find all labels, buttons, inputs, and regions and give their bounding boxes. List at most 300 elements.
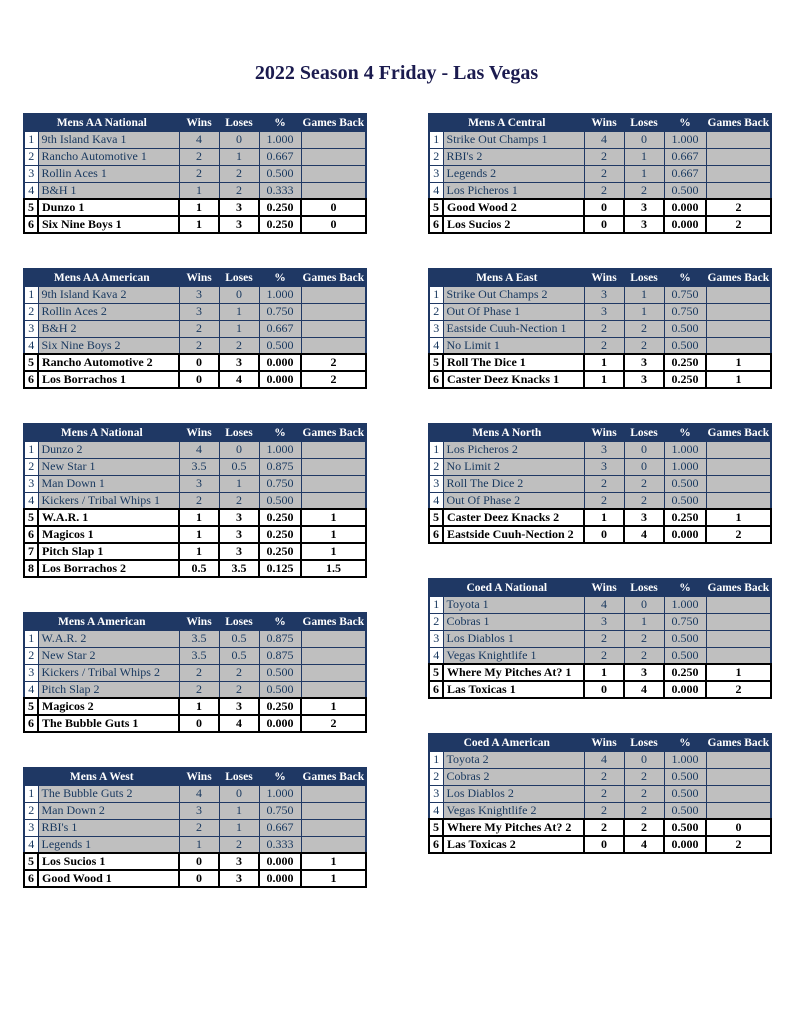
pct-value: 1.000: [664, 751, 706, 768]
games-back-value: 1: [706, 354, 771, 371]
loses-value: 2: [624, 647, 664, 664]
games-back-value: [301, 458, 366, 475]
standings-table-mens-a-national: [23, 423, 367, 578]
wins-value: 2: [584, 320, 624, 337]
table-row: [429, 751, 771, 768]
division-title: Mens A American: [24, 613, 179, 630]
rank-cell: 6: [429, 371, 443, 388]
division-title: Mens AA National: [24, 114, 179, 131]
team-name: New Star 1: [38, 458, 179, 475]
pct-value: 0.000: [664, 836, 706, 853]
team-name: Dunzo 1: [38, 199, 179, 216]
wins-value: 0: [584, 681, 624, 698]
rank-cell: 4: [24, 182, 38, 199]
games-back-value: 1: [301, 853, 366, 870]
pct-value: 0.500: [664, 785, 706, 802]
pct-value: 0.875: [259, 458, 301, 475]
division-title: Mens A North: [429, 424, 584, 441]
loses-header: Loses: [624, 269, 664, 286]
games-back-value: [301, 664, 366, 681]
loses-value: 0: [624, 751, 664, 768]
loses-value: 0: [219, 286, 259, 303]
team-name: Strike Out Champs 2: [443, 286, 584, 303]
loses-header: Loses: [624, 424, 664, 441]
team-name: No Limit 2: [443, 458, 584, 475]
pct-value: 0.667: [259, 148, 301, 165]
table-row: [429, 785, 771, 802]
pct-value: 0.250: [259, 199, 301, 216]
rank-cell: 5: [429, 354, 443, 371]
loses-value: 0: [219, 785, 259, 802]
team-name: Rancho Automotive 1: [38, 148, 179, 165]
table-row: [24, 647, 366, 664]
pct-value: 0.750: [259, 802, 301, 819]
division-title: Mens AA American: [24, 269, 179, 286]
wins-value: 3: [584, 303, 624, 320]
wins-value: 2: [179, 165, 219, 182]
pct-value: 0.750: [664, 303, 706, 320]
rank-cell: 5: [429, 819, 443, 836]
games-back-value: [301, 475, 366, 492]
pct-value: 0.875: [259, 647, 301, 664]
pct-value: 0.250: [259, 216, 301, 233]
team-name: 9th Island Kava 2: [38, 286, 179, 303]
wins-value: 4: [584, 131, 624, 148]
team-name: Good Wood 2: [443, 199, 584, 216]
standings-table-coed-a-national: [428, 578, 772, 699]
loses-value: 0: [624, 131, 664, 148]
wins-header: Wins: [584, 424, 624, 441]
wins-value: 2: [584, 630, 624, 647]
wins-value: 2: [179, 337, 219, 354]
table-row: [24, 560, 366, 577]
rank-cell: 1: [24, 785, 38, 802]
games-back-value: [301, 441, 366, 458]
table-row: [24, 526, 366, 543]
team-name: Cobras 1: [443, 613, 584, 630]
wins-value: 1: [179, 543, 219, 560]
rank-cell: 3: [429, 630, 443, 647]
rank-cell: 6: [24, 371, 38, 388]
games-back-value: 2: [301, 354, 366, 371]
pct-value: 0.500: [259, 681, 301, 698]
games-back-value: [706, 596, 771, 613]
games-back-value: 1: [706, 509, 771, 526]
rank-cell: 6: [24, 216, 38, 233]
pct-value: 0.667: [259, 320, 301, 337]
standings-table-mens-a-american: [23, 612, 367, 733]
rank-cell: 4: [429, 182, 443, 199]
pct-value: 0.250: [664, 509, 706, 526]
games-back-header: Games Back: [301, 424, 366, 441]
table-row: [24, 131, 366, 148]
loses-value: 1: [624, 303, 664, 320]
pct-value: 0.667: [664, 148, 706, 165]
rank-cell: 2: [429, 613, 443, 630]
pct-header: %: [664, 269, 706, 286]
games-back-value: [706, 613, 771, 630]
table-row: [24, 441, 366, 458]
team-name: Six Nine Boys 1: [38, 216, 179, 233]
rank-cell: 5: [429, 199, 443, 216]
games-back-value: [706, 165, 771, 182]
pct-value: 0.000: [664, 681, 706, 698]
pct-value: 0.500: [664, 630, 706, 647]
pct-value: 0.500: [664, 647, 706, 664]
loses-value: 3: [219, 698, 259, 715]
team-name: Rollin Aces 1: [38, 165, 179, 182]
pct-value: 0.125: [259, 560, 301, 577]
loses-value: 3.5: [219, 560, 259, 577]
games-back-value: 1: [301, 543, 366, 560]
loses-value: 1: [624, 148, 664, 165]
team-name: RBI's 2: [443, 148, 584, 165]
header-row: [429, 269, 771, 286]
table-row: [24, 320, 366, 337]
team-name: Eastside Cuuh-Nection 2: [443, 526, 584, 543]
pct-value: 0.333: [259, 182, 301, 199]
pct-value: 0.000: [259, 870, 301, 887]
table-row: [24, 148, 366, 165]
team-name: Roll The Dice 1: [443, 354, 584, 371]
games-back-value: [706, 441, 771, 458]
table-row: [24, 853, 366, 870]
loses-value: 2: [624, 630, 664, 647]
wins-value: 2: [584, 647, 624, 664]
wins-value: 0: [179, 371, 219, 388]
wins-value: 3: [179, 802, 219, 819]
table-row: [429, 371, 771, 388]
loses-value: 0.5: [219, 630, 259, 647]
table-row: [24, 216, 366, 233]
loses-value: 4: [219, 715, 259, 732]
games-back-value: 1: [706, 371, 771, 388]
team-name: Los Picheros 2: [443, 441, 584, 458]
games-back-header: Games Back: [706, 424, 771, 441]
team-name: W.A.R. 1: [38, 509, 179, 526]
wins-value: 1: [584, 664, 624, 681]
standings-table-coed-a-american: [428, 733, 772, 854]
games-back-value: [301, 647, 366, 664]
pct-value: 0.750: [664, 613, 706, 630]
wins-value: 3: [179, 303, 219, 320]
wins-value: 0: [584, 216, 624, 233]
team-name: Pitch Slap 2: [38, 681, 179, 698]
wins-value: 2: [584, 768, 624, 785]
team-name: RBI's 1: [38, 819, 179, 836]
table-row: [429, 165, 771, 182]
loses-value: 1: [624, 286, 664, 303]
pct-value: 1.000: [664, 596, 706, 613]
loses-value: 4: [624, 526, 664, 543]
pct-value: 0.250: [259, 698, 301, 715]
games-back-header: Games Back: [301, 114, 366, 131]
loses-value: 3: [624, 664, 664, 681]
games-back-value: [301, 819, 366, 836]
loses-value: 2: [219, 836, 259, 853]
table-row: [429, 647, 771, 664]
pct-value: 1.000: [259, 441, 301, 458]
loses-value: 3: [219, 870, 259, 887]
loses-header: Loses: [219, 424, 259, 441]
pct-value: 0.500: [664, 492, 706, 509]
pct-value: 0.000: [664, 526, 706, 543]
rank-cell: 2: [24, 458, 38, 475]
pct-value: 0.000: [664, 199, 706, 216]
wins-header: Wins: [179, 613, 219, 630]
table-row: [24, 836, 366, 853]
loses-value: 2: [624, 819, 664, 836]
team-name: Six Nine Boys 2: [38, 337, 179, 354]
wins-value: 1: [584, 509, 624, 526]
team-name: Rollin Aces 2: [38, 303, 179, 320]
table-row: [24, 371, 366, 388]
rank-cell: 8: [24, 560, 38, 577]
loses-value: 2: [219, 182, 259, 199]
table-row: [24, 630, 366, 647]
rank-cell: 2: [24, 148, 38, 165]
games-back-value: [301, 681, 366, 698]
team-name: Los Sucios 1: [38, 853, 179, 870]
team-name: 9th Island Kava 1: [38, 131, 179, 148]
wins-value: 4: [179, 131, 219, 148]
rank-cell: 6: [24, 715, 38, 732]
wins-value: 2: [179, 819, 219, 836]
header-row: [24, 114, 366, 131]
wins-value: 2: [584, 492, 624, 509]
pct-header: %: [259, 269, 301, 286]
pct-header: %: [259, 613, 301, 630]
games-back-value: 2: [706, 836, 771, 853]
games-back-header: Games Back: [301, 269, 366, 286]
table-row: [429, 681, 771, 698]
table-row: [429, 131, 771, 148]
loses-value: 2: [624, 320, 664, 337]
table-row: [24, 819, 366, 836]
table-row: [429, 182, 771, 199]
table-row: [24, 681, 366, 698]
rank-cell: 4: [429, 802, 443, 819]
wins-header: Wins: [179, 114, 219, 131]
loses-value: 0.5: [219, 647, 259, 664]
games-back-value: [301, 165, 366, 182]
rank-cell: 4: [24, 681, 38, 698]
rank-cell: 2: [429, 768, 443, 785]
table-row: [24, 286, 366, 303]
pct-header: %: [664, 579, 706, 596]
pct-value: 0.250: [259, 526, 301, 543]
table-row: [24, 664, 366, 681]
pct-value: 0.250: [664, 354, 706, 371]
games-back-value: [301, 337, 366, 354]
table-row: [429, 802, 771, 819]
standings-table-mens-a-central: [428, 113, 772, 234]
wins-value: 0: [179, 853, 219, 870]
pct-value: 0.250: [664, 371, 706, 388]
loses-value: 3: [624, 371, 664, 388]
rank-cell: 4: [24, 836, 38, 853]
table-row: [429, 354, 771, 371]
wins-value: 1: [179, 836, 219, 853]
pct-value: 0.500: [259, 337, 301, 354]
division-title: Mens A National: [24, 424, 179, 441]
wins-value: 2: [584, 802, 624, 819]
wins-value: 2: [584, 785, 624, 802]
standings-table-mens-a-west: [23, 767, 367, 888]
table-row: [24, 785, 366, 802]
wins-value: 0: [584, 526, 624, 543]
wins-value: 1: [584, 371, 624, 388]
games-back-value: [301, 148, 366, 165]
pct-value: 1.000: [664, 131, 706, 148]
table-row: [24, 543, 366, 560]
games-back-value: 0: [301, 216, 366, 233]
team-name: New Star 2: [38, 647, 179, 664]
loses-value: 3: [219, 853, 259, 870]
pct-header: %: [259, 114, 301, 131]
games-back-value: [301, 492, 366, 509]
table-row: [429, 441, 771, 458]
table-row: [24, 509, 366, 526]
header-row: [24, 613, 366, 630]
team-name: No Limit 1: [443, 337, 584, 354]
tables-container: [23, 113, 770, 922]
table-row: [24, 182, 366, 199]
pct-value: 0.875: [259, 630, 301, 647]
loses-value: 3: [624, 509, 664, 526]
wins-value: 2: [584, 182, 624, 199]
rank-cell: 5: [24, 354, 38, 371]
wins-value: 0: [584, 836, 624, 853]
loses-value: 3: [624, 199, 664, 216]
rank-cell: 4: [24, 337, 38, 354]
team-name: Los Sucios 2: [443, 216, 584, 233]
games-back-value: [706, 768, 771, 785]
team-name: Out Of Phase 2: [443, 492, 584, 509]
rank-cell: 5: [24, 199, 38, 216]
loses-value: 2: [624, 182, 664, 199]
team-name: Las Toxicas 1: [443, 681, 584, 698]
division-title: Coed A National: [429, 579, 584, 596]
wins-value: 2: [584, 148, 624, 165]
rank-cell: 6: [429, 681, 443, 698]
games-back-value: 1: [301, 870, 366, 887]
loses-header: Loses: [624, 734, 664, 751]
table-row: [429, 475, 771, 492]
wins-value: 1: [179, 182, 219, 199]
rank-cell: 3: [24, 819, 38, 836]
games-back-value: 0: [706, 819, 771, 836]
standings-table-mens-a-north: [428, 423, 772, 544]
rank-cell: 5: [24, 509, 38, 526]
table-row: [24, 458, 366, 475]
wins-value: 3.5: [179, 647, 219, 664]
standings-table-mens-aa-national: [23, 113, 367, 234]
games-back-value: [706, 286, 771, 303]
table-row: [24, 492, 366, 509]
rank-cell: 2: [24, 802, 38, 819]
rank-cell: 1: [24, 630, 38, 647]
wins-value: 3.5: [179, 630, 219, 647]
pct-value: 0.500: [664, 802, 706, 819]
games-back-value: [301, 802, 366, 819]
rank-cell: 5: [429, 509, 443, 526]
rank-cell: 4: [429, 647, 443, 664]
team-name: The Bubble Guts 1: [38, 715, 179, 732]
team-name: Toyota 2: [443, 751, 584, 768]
team-name: Caster Deez Knacks 2: [443, 509, 584, 526]
team-name: Good Wood 1: [38, 870, 179, 887]
games-back-value: 1: [706, 664, 771, 681]
pct-value: 1.000: [664, 458, 706, 475]
table-row: [429, 526, 771, 543]
team-name: Vegas Knightlife 1: [443, 647, 584, 664]
table-row: [429, 216, 771, 233]
wins-value: 4: [584, 751, 624, 768]
table-row: [24, 475, 366, 492]
wins-value: 2: [179, 148, 219, 165]
team-name: Toyota 1: [443, 596, 584, 613]
team-name: Dunzo 2: [38, 441, 179, 458]
loses-value: 1: [219, 475, 259, 492]
games-back-value: [706, 802, 771, 819]
team-name: Los Borrachos 2: [38, 560, 179, 577]
loses-value: 3: [219, 509, 259, 526]
wins-value: 4: [584, 596, 624, 613]
rank-cell: 6: [429, 526, 443, 543]
loses-value: 0: [219, 441, 259, 458]
table-row: [24, 165, 366, 182]
games-back-value: 1: [301, 698, 366, 715]
team-name: B&H 1: [38, 182, 179, 199]
team-name: Los Diablos 1: [443, 630, 584, 647]
rank-cell: 2: [429, 148, 443, 165]
pct-value: 0.500: [664, 337, 706, 354]
games-back-value: [706, 492, 771, 509]
header-row: [429, 114, 771, 131]
games-back-value: [706, 320, 771, 337]
loses-value: 2: [624, 337, 664, 354]
pct-value: 0.000: [259, 715, 301, 732]
rank-cell: 3: [24, 320, 38, 337]
wins-header: Wins: [584, 734, 624, 751]
loses-value: 0: [624, 458, 664, 475]
pct-value: 0.500: [664, 819, 706, 836]
table-row: [429, 613, 771, 630]
loses-value: 1: [219, 802, 259, 819]
wins-header: Wins: [179, 768, 219, 785]
games-back-value: 1.5: [301, 560, 366, 577]
header-row: [24, 768, 366, 785]
team-name: Man Down 1: [38, 475, 179, 492]
rank-cell: 1: [24, 286, 38, 303]
pct-value: 0.000: [259, 853, 301, 870]
pct-value: 0.500: [259, 664, 301, 681]
games-back-value: 2: [301, 371, 366, 388]
team-name: Magicos 2: [38, 698, 179, 715]
games-back-value: [706, 630, 771, 647]
wins-value: 2: [179, 492, 219, 509]
table-row: [429, 148, 771, 165]
wins-value: 2: [584, 819, 624, 836]
table-row: [429, 337, 771, 354]
loses-header: Loses: [624, 579, 664, 596]
loses-value: 3: [219, 526, 259, 543]
pct-value: 0.500: [259, 492, 301, 509]
pct-value: 0.750: [259, 475, 301, 492]
table-row: [24, 802, 366, 819]
table-row: [429, 303, 771, 320]
